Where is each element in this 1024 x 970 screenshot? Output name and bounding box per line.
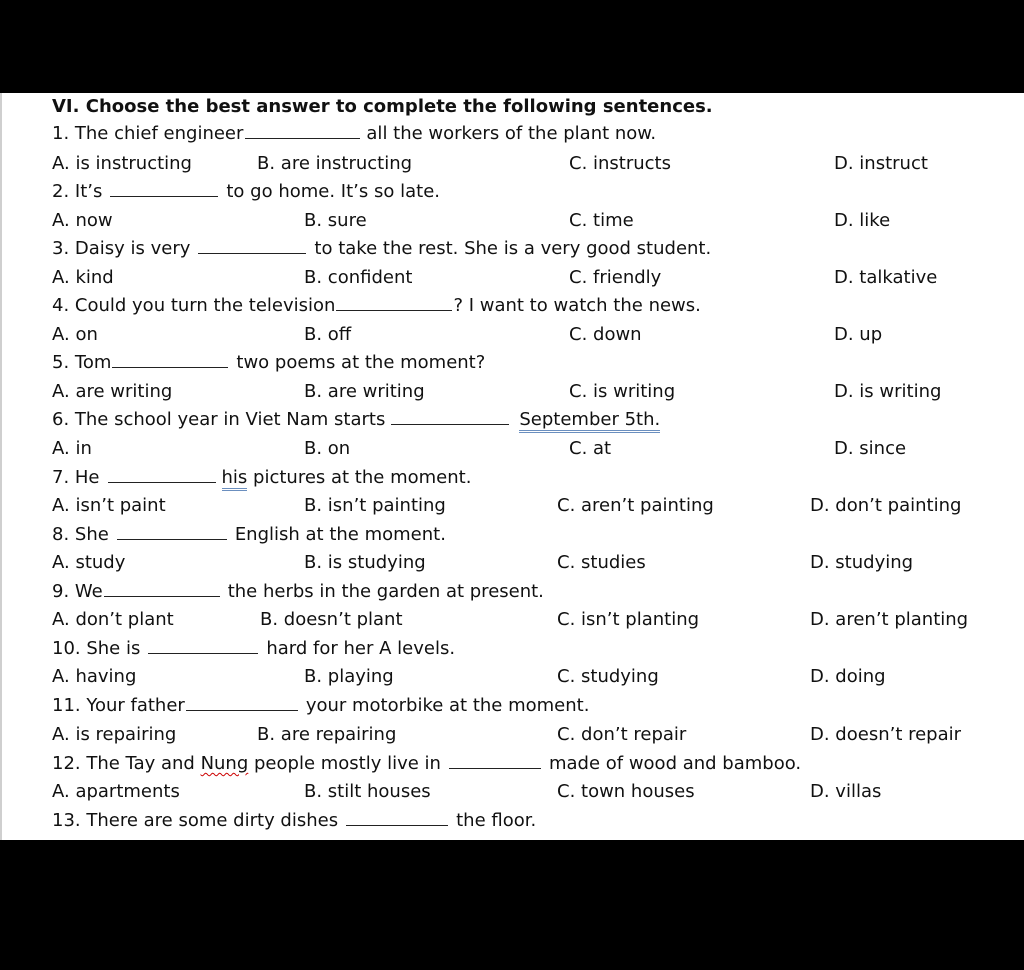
answer-blank [198, 237, 306, 254]
answer-blank [245, 122, 360, 139]
option-b: B. on [304, 438, 351, 459]
spellcheck-word: Nung [200, 753, 249, 774]
question-5 [52, 351, 485, 375]
option-b: B. are repairing [257, 724, 397, 745]
question-tail: your motorbike at the moment. [305, 695, 590, 716]
question-8 [52, 523, 446, 547]
question-tail: English at the moment. [234, 524, 446, 545]
option-a: A. study [52, 552, 126, 573]
question-tail: hard for her A levels. [266, 638, 456, 659]
option-a: A. is instructing [52, 153, 192, 174]
option-c: C. studies [557, 552, 646, 573]
option-b: B. is studying [304, 552, 426, 573]
question-tail: made of wood and bamboo. [548, 753, 802, 774]
option-d: D. studying [810, 552, 914, 573]
option-a: A. don’t plant [52, 609, 174, 630]
question-stem: 3. Daisy is very [52, 238, 191, 259]
answer-blank [346, 809, 448, 826]
answer-blank [449, 752, 541, 769]
question-stem: 4. Could you turn the television [52, 295, 336, 316]
option-c: C. down [569, 324, 642, 345]
worksheet-page [0, 93, 1024, 840]
option-b: B. off [304, 324, 352, 345]
question-3 [52, 237, 711, 261]
option-d: D. up [834, 324, 883, 345]
question-stem: 6. The school year in Viet Nam starts [52, 409, 386, 430]
option-d: D. aren’t planting [810, 609, 969, 630]
question-stem: 5. Tom [52, 352, 112, 373]
question-7 [52, 466, 471, 490]
option-c: C. isn’t planting [557, 609, 700, 630]
question-4 [52, 294, 701, 318]
question-stem: 11. Your father [52, 695, 185, 716]
option-d: D. since [834, 438, 907, 459]
option-d: D. doesn’t repair [810, 724, 962, 745]
option-b: B. doesn’t plant [260, 609, 403, 630]
option-c: C. aren’t painting [557, 495, 714, 516]
question-stem: 13. There are some dirty dishes [52, 810, 339, 831]
option-d: D. doing [810, 666, 886, 687]
answer-blank [108, 466, 216, 483]
answer-blank [391, 408, 509, 425]
option-a: A. is repairing [52, 724, 177, 745]
question-tail: to go home. It’s so late. [226, 181, 440, 202]
question-stem: 8. She [52, 524, 109, 545]
question-stem: 9. We [52, 581, 103, 602]
question-tail: to take the rest. She is a very good student. [314, 238, 712, 259]
question-stem: 12. The Tay and [52, 753, 201, 774]
option-b: B. playing [304, 666, 394, 687]
question-stem: people mostly live in [248, 753, 441, 774]
question-tail: the herbs in the garden at present. [227, 581, 544, 602]
option-a: A. are writing [52, 381, 173, 402]
answer-blank [148, 637, 258, 654]
option-b: B. confident [304, 267, 413, 288]
option-d: D. talkative [834, 267, 938, 288]
question-tail-underlined: his [222, 467, 248, 491]
answer-blank [110, 180, 218, 197]
question-tail: September 5th. [519, 409, 660, 433]
option-b: B. stilt houses [304, 781, 431, 802]
question-tail: two poems at the moment? [236, 352, 486, 373]
option-c: C. town houses [557, 781, 695, 802]
option-a: A. apartments [52, 781, 180, 802]
option-d: D. is writing [834, 381, 942, 402]
exercise-title: VI. Choose the best answer to complete the following sentences. [52, 96, 713, 117]
question-stem: 10. She is [52, 638, 141, 659]
option-c: C. is writing [569, 381, 676, 402]
option-d: D. instruct [834, 153, 928, 174]
question-tail: ? I want to watch the news. [453, 295, 701, 316]
option-b: B. isn’t painting [304, 495, 446, 516]
option-c: C. studying [557, 666, 659, 687]
answer-blank [336, 294, 452, 311]
option-c: C. at [569, 438, 612, 459]
option-a: A. having [52, 666, 137, 687]
option-b: B. are writing [304, 381, 425, 402]
question-tail: pictures at the moment. [247, 467, 472, 488]
question-1 [52, 122, 656, 146]
question-stem: 1. The chief engineer [52, 123, 244, 144]
option-c: C. friendly [569, 267, 662, 288]
answer-blank [186, 694, 298, 711]
option-d: D. villas [810, 781, 882, 802]
option-b: B. sure [304, 210, 367, 231]
option-a: A. in [52, 438, 92, 459]
question-10 [52, 637, 455, 661]
option-b: B. are instructing [257, 153, 413, 174]
option-c: C. time [569, 210, 634, 231]
option-a: A. now [52, 210, 113, 231]
question-6 [52, 408, 660, 432]
answer-blank [117, 523, 227, 540]
question-12 [52, 752, 801, 776]
question-stem: 2. It’s [52, 181, 103, 202]
answer-blank [112, 351, 228, 368]
question-13 [52, 809, 536, 833]
option-a: A. kind [52, 267, 114, 288]
option-c: C. instructs [569, 153, 671, 174]
question-stem: 7. He [52, 467, 100, 488]
option-c: C. don’t repair [557, 724, 687, 745]
question-11 [52, 694, 589, 718]
option-a: A. on [52, 324, 98, 345]
question-9 [52, 580, 544, 604]
question-tail: the floor. [456, 810, 537, 831]
question-tail: all the workers of the plant now. [366, 123, 657, 144]
question-2 [52, 180, 440, 204]
option-d: D. don’t painting [810, 495, 962, 516]
answer-blank [104, 580, 220, 597]
option-d: D. like [834, 210, 891, 231]
option-a: A. isn’t paint [52, 495, 166, 516]
